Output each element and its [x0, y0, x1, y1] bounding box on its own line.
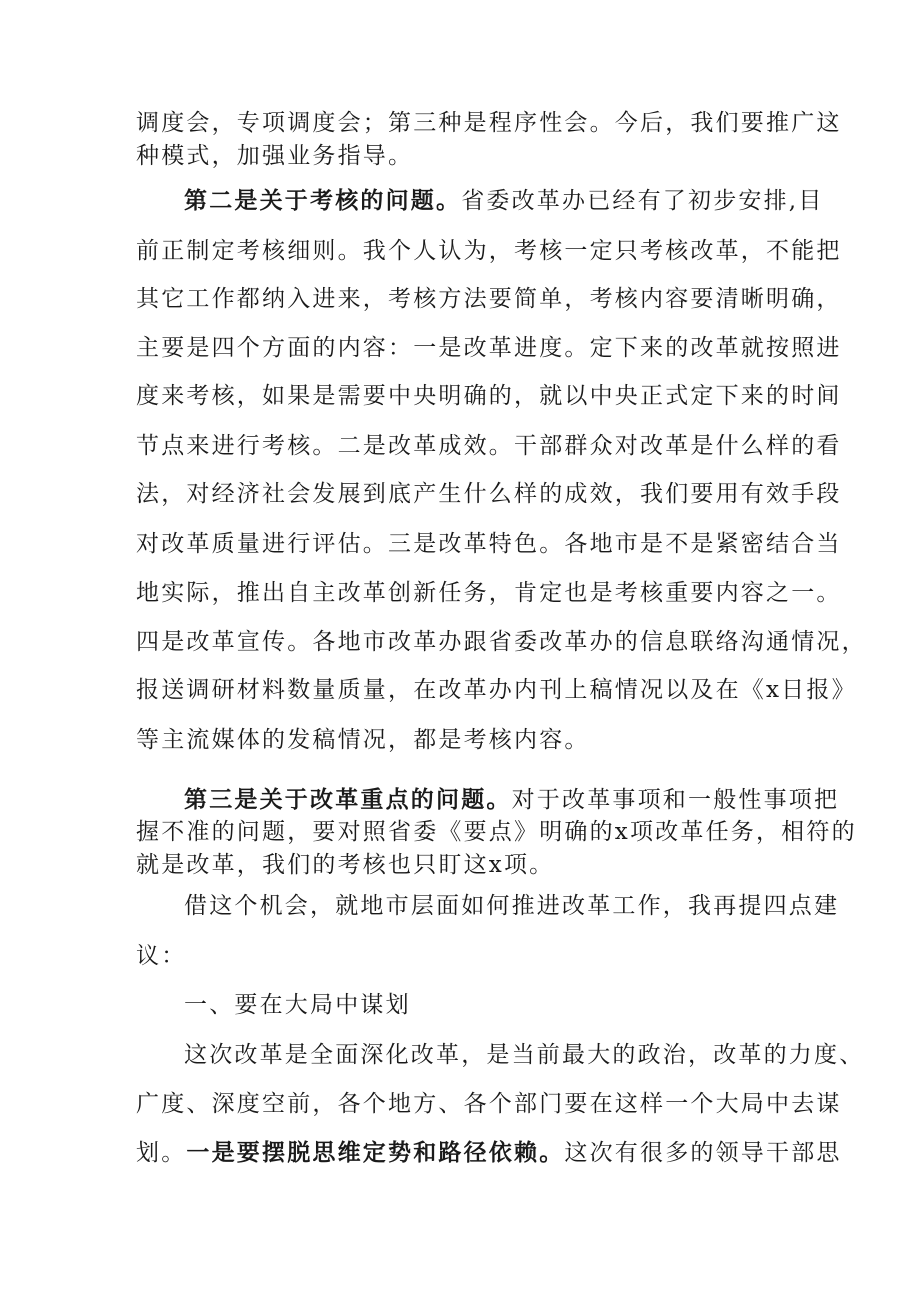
paragraph-line [136, 141, 413, 171]
text-run: 节点来进行考核。二是改革成效。干部群众对改革是什么样的看 [136, 433, 842, 459]
paragraph-line [136, 108, 842, 138]
paragraph-line [136, 333, 842, 363]
paragraph-line [136, 431, 842, 461]
bold-lead-phrase: 一是要摆脱思维定势和路径依赖。 [186, 1139, 565, 1166]
paragraph-line [184, 1040, 864, 1070]
paragraph-line [136, 1089, 842, 1119]
paragraph-line [136, 578, 842, 608]
text-run: 报送调研材料数量质量，在改革办内刊上稿情况以及在《x日报》 [136, 677, 857, 703]
paragraph-line [184, 891, 839, 921]
paragraph-line [136, 675, 857, 705]
paragraph-line [184, 785, 839, 815]
section-heading [184, 990, 411, 1020]
text-run: 四是改革宣传。各地市改革办跟省委改革办的信息联络沟通情况， [136, 629, 867, 655]
text-run: 议： [136, 943, 187, 969]
text-run: 划。 [136, 1140, 187, 1166]
text-run: 就是改革，我们的考核也只盯这x项。 [136, 852, 555, 878]
paragraph-line [136, 941, 186, 971]
paragraph-line [136, 725, 590, 755]
paragraph-line [136, 284, 842, 314]
text-run: 地实际，推出自主改革创新任务，肯定也是考核重要内容之一。 [136, 580, 842, 606]
text-run: 度来考核，如果是需要中央明确的，就以中央正式定下来的时间 [136, 383, 842, 409]
text-run: 其它工作都纳入进来，考核方法要简单，考核内容要清晰明确， [136, 286, 842, 312]
text-run: 等主流媒体的发稿情况，都是考核内容。 [136, 727, 590, 753]
paragraph-line [136, 817, 857, 847]
bold-lead-phrase: 第二是关于考核的问题。 [184, 187, 462, 214]
text-run: 对改革质量进行评估。三是改革特色。各地市是不是紧密结合当 [136, 531, 842, 557]
text-run: 广度、深度空前，各个地方、各个部门要在这样一个大局中去谋 [136, 1091, 842, 1117]
text-run: 这次改革是全面深化改革，是当前最大的政治，改革的力度、 [184, 1042, 865, 1068]
paragraph-line [136, 479, 842, 509]
text-run: 主要是四个方面的内容：一是改革进度。定下来的改革就按照进 [136, 335, 842, 361]
text-run: 一、要在大局中谋划 [184, 992, 411, 1018]
paragraph-line [136, 1138, 842, 1168]
text-run: 前正制定考核细则。我个人认为，考核一定只考核改革，不能把 [136, 238, 842, 264]
paragraph-line [136, 627, 867, 657]
text-run: 种模式，加强业务指导。 [136, 143, 414, 169]
text-run: 法，对经济社会发展到底产生什么样的成效，我们要用有效手段 [136, 481, 842, 507]
paragraph-line [136, 850, 554, 880]
paragraph-line [184, 186, 824, 216]
paragraph-line [136, 236, 842, 266]
text-run: 借这个机会，就地市层面如何推进改革工作，我再提四点建 [184, 893, 840, 919]
bold-lead-phrase: 第三是关于改革重点的问题。 [184, 786, 512, 813]
text-run: 握不准的问题，要对照省委《要点》明确的x项改革任务，相符的 [136, 819, 857, 845]
text-run: 对于改革事项和一般性事项把 [511, 787, 840, 813]
text-run: 调度会，专项调度会；第三种是程序性会。今后，我们要推广这 [136, 110, 842, 136]
paragraph-line [136, 381, 842, 411]
text-run: 省委改革办已经有了初步安排,目 [461, 188, 824, 214]
paragraph-line [136, 529, 842, 559]
text-run: 这次有很多的领导干部思 [564, 1140, 842, 1166]
